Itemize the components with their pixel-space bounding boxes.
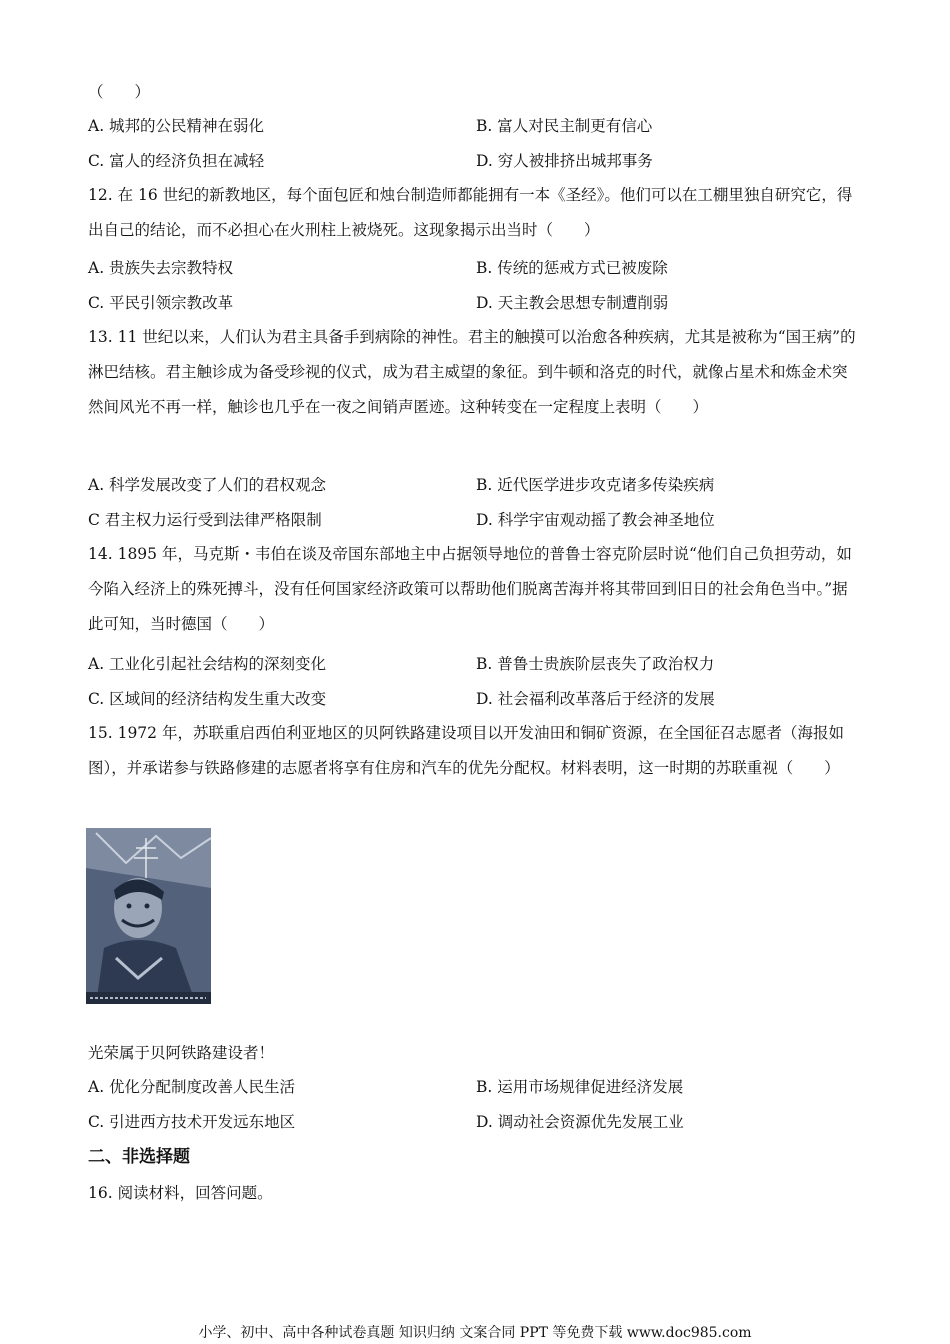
q13-option-c: C 君主权力运行受到法律严格限制: [88, 511, 322, 529]
q12-option-c: C. 平民引领宗教改革: [88, 294, 234, 312]
page-footer: 小学、初中、高中各种试卷真题 知识归纳 文案合同 PPT 等免费下载 www.doc985.com: [198, 1325, 752, 1341]
q13-stem: 13. 11 世纪以来，人们认为君主具备手到病除的神性。君主的触摸可以治愈各种疾病，尤其是被称为“国王病”的淋巴结核。君主触诊成为备受珍视的仪式，成为君主威望的象征。到牛顿和洛克的时代，就像占星术和炼金术突然间风光不再一样，触诊也几乎在一夜之间销声匿迹。这种转变在一定程度上表明（ ）: [88, 328, 856, 416]
q12-option-d: D. 天主教会思想专制遭削弱: [476, 294, 669, 312]
q16-stem: 16. 阅读材料，回答问题。: [88, 1184, 273, 1202]
q15-option-d: D. 调动社会资源优先发展工业: [476, 1113, 684, 1131]
q11-option-c: C. 富人的经济负担在减轻: [88, 152, 265, 170]
q14-option-a: A. 工业化引起社会结构的深刻变化: [88, 655, 327, 673]
bam-railway-poster: [86, 828, 211, 1004]
q14-stem: 14. 1895 年，马克斯・韦伯在谈及帝国东部地主中占据领导地位的普鲁士容克阶层时说“他们自己负担劳动，如今陷入经济上的殊死搏斗，没有任何国家经济政策可以帮助他们脱离苦海并将其带回到旧日的社会角色当中。”据此可知，当时德国（ ）: [88, 545, 852, 633]
q15-option-b: B. 运用市场规律促进经济发展: [476, 1078, 684, 1096]
q11-option-d: D. 穷人被排挤出城邦事务: [476, 152, 653, 170]
q12-stem: 12. 在 16 世纪的新教地区，每个面包匠和烛台制造师都能拥有一本《圣经》。他们可以在工棚里独自研究它，得出自己的结论，而不必担心在火刑柱上被烧死。这现象揭示出当时（ ）: [88, 186, 853, 239]
q14-option-b: B. 普鲁士贵族阶层丧失了政治权力: [476, 655, 715, 673]
q15-stem: 15. 1972 年，苏联重启西伯利亚地区的贝阿铁路建设项目以开发油田和铜矿资源，在全国征召志愿者（海报如图），并承诺参与铁路修建的志愿者将享有住房和汽车的优先分配权。材料表明，这一时期的苏联重视（ ）: [88, 724, 844, 777]
q15-option-c: C. 引进西方技术开发远东地区: [88, 1113, 296, 1131]
section-title: 二、非选择题: [88, 1147, 190, 1167]
q12-option-a: A. 贵族失去宗教特权: [88, 259, 234, 277]
q13-option-a: A. 科学发展改变了人们的君权观念: [88, 476, 327, 494]
q11-option-b: B. 富人对民主制更有信心: [476, 117, 653, 135]
q15-option-a: A. 优化分配制度改善人民生活: [88, 1078, 296, 1096]
q13-option-d: D. 科学宇宙观动摇了教会神圣地位: [476, 511, 715, 529]
q13-option-b: B. 近代医学进步攻克诸多传染疾病: [476, 476, 715, 494]
q12-option-b: B. 传统的惩戒方式已被废除: [476, 259, 668, 277]
q11-option-a: A. 城邦的公民精神在弱化: [88, 117, 265, 135]
poster-caption: 光荣属于贝阿铁路建设者！: [88, 1044, 275, 1062]
q14-option-d: D. 社会福利改革落后于经济的发展: [476, 690, 715, 708]
q14-option-c: C. 区域间的经济结构发生重大改变: [88, 690, 327, 708]
question-paren: （ ）: [88, 83, 151, 101]
